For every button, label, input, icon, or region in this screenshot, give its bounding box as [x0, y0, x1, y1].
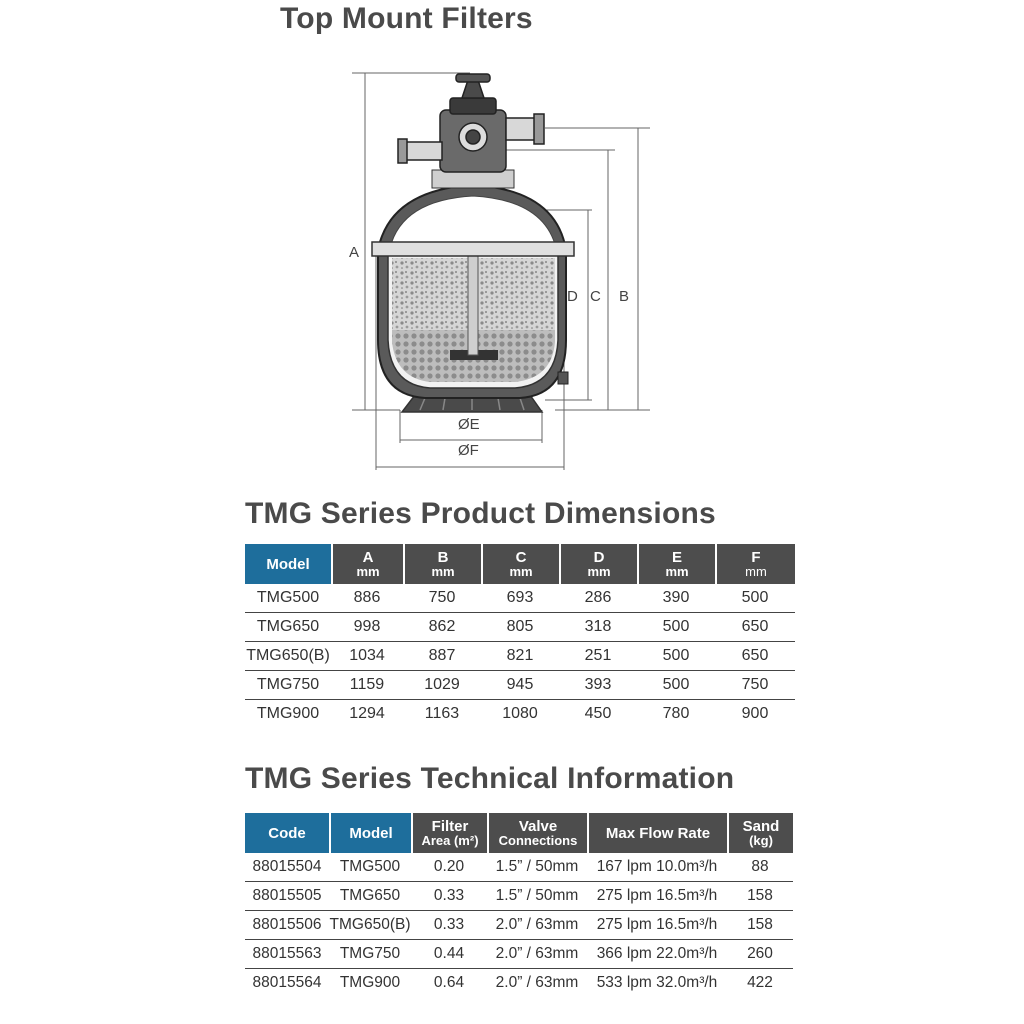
- cell-a: 1159: [331, 671, 403, 700]
- cell-d: 318: [559, 613, 637, 642]
- cell-f: 650: [715, 642, 795, 671]
- cell-sand: 422: [747, 974, 773, 991]
- cell-code: 88015504: [245, 853, 329, 882]
- dim-header-f: F mm: [715, 544, 795, 584]
- dim-header-c: C mm: [481, 544, 559, 584]
- cell-filter-area: 0.64: [433, 974, 465, 991]
- cell-a: 1294: [349, 705, 385, 722]
- cell-model: TMG650: [245, 613, 331, 642]
- dimension-label-e: ØE: [458, 416, 480, 433]
- cell-valve-connections: 2.0” / 63mm: [487, 940, 587, 969]
- tech-header-max-flow-rate: Max Flow Rate: [587, 813, 727, 853]
- dimensions-table: [245, 544, 795, 728]
- dimensions-header-row: [245, 544, 795, 584]
- cell-max-flow-rate: 366 lpm 22.0m³/h: [587, 940, 727, 969]
- cell-code: 88015506: [245, 911, 329, 940]
- cell-c: 945: [481, 671, 559, 700]
- table-row: [245, 642, 795, 671]
- tech-header-model: Model: [329, 813, 411, 853]
- technical-title: TMG Series Technical Information: [245, 762, 735, 795]
- table-row: [245, 940, 793, 969]
- cell-d: 251: [559, 642, 637, 671]
- cell-model: TMG900: [256, 705, 320, 722]
- table-row: [245, 613, 795, 642]
- cell-e: 390: [637, 584, 715, 613]
- cell-b: 1029: [403, 671, 481, 700]
- cell-filter-area: 0.20: [411, 853, 487, 882]
- filter-diagram: [330, 60, 700, 480]
- cell-sand: 88: [727, 853, 793, 882]
- cell-d: 286: [559, 584, 637, 613]
- cell-e: 780: [662, 705, 690, 722]
- table-row: [245, 969, 793, 997]
- tech-header-valve-connections: Valve Connections: [487, 813, 587, 853]
- cell-model: TMG750: [329, 940, 411, 969]
- technical-table: [245, 813, 793, 997]
- cell-filter-area: 0.33: [411, 911, 487, 940]
- cell-sand: 260: [727, 940, 793, 969]
- dim-header-model: Model: [245, 544, 331, 584]
- dim-header-a: A mm: [331, 544, 403, 584]
- dimension-label-f: ØF: [458, 442, 479, 459]
- cell-model: TMG650(B): [245, 642, 331, 671]
- filter-dome: [372, 170, 574, 256]
- cell-c: 821: [481, 642, 559, 671]
- cell-code: 88015563: [245, 940, 329, 969]
- dimension-label-c: C: [590, 288, 601, 305]
- cell-model: TMG750: [245, 671, 331, 700]
- cell-sand: 158: [727, 911, 793, 940]
- cell-model: TMG650: [329, 882, 411, 911]
- cell-a: 886: [331, 584, 403, 613]
- cell-f: 500: [715, 584, 795, 613]
- tech-header-sand: Sand (kg): [727, 813, 793, 853]
- cell-model: TMG650(B): [329, 911, 411, 940]
- cell-b: 862: [403, 613, 481, 642]
- cell-model: TMG500: [329, 853, 411, 882]
- cell-max-flow-rate: 533 lpm 32.0m³/h: [596, 974, 718, 991]
- cell-code: 88015564: [252, 974, 322, 991]
- cell-valve-connections: 1.5” / 50mm: [487, 882, 587, 911]
- cell-f: 900: [741, 705, 769, 722]
- cell-b: 1163: [424, 705, 460, 722]
- table-row: [245, 671, 795, 700]
- dim-header-d: D mm: [559, 544, 637, 584]
- cell-filter-area: 0.33: [411, 882, 487, 911]
- cell-valve-connections: 2.0” / 63mm: [495, 974, 579, 991]
- cell-code: 88015505: [245, 882, 329, 911]
- tech-header-code: Code: [245, 813, 329, 853]
- cell-max-flow-rate: 167 lpm 10.0m³/h: [587, 853, 727, 882]
- cell-d: 393: [559, 671, 637, 700]
- cell-sand: 158: [727, 882, 793, 911]
- cell-e: 500: [637, 613, 715, 642]
- table-row: [245, 584, 795, 613]
- cell-c: 693: [481, 584, 559, 613]
- cell-model: TMG900: [339, 974, 401, 991]
- cell-valve-connections: 2.0” / 63mm: [487, 911, 587, 940]
- technical-header-row: [245, 813, 793, 853]
- dimensions-title: TMG Series Product Dimensions: [245, 497, 716, 530]
- cell-filter-area: 0.44: [411, 940, 487, 969]
- table-row: [245, 700, 795, 728]
- dimension-label-b: B: [619, 288, 630, 305]
- dimension-label-a: A: [349, 244, 360, 261]
- cell-f: 750: [715, 671, 795, 700]
- page-title: Top Mount Filters: [280, 2, 533, 35]
- cell-valve-connections: 1.5” / 50mm: [487, 853, 587, 882]
- cell-model: TMG500: [245, 584, 331, 613]
- cell-max-flow-rate: 275 lpm 16.5m³/h: [587, 911, 727, 940]
- table-row: [245, 911, 793, 940]
- dimension-label-d: D: [567, 288, 578, 305]
- cell-a: 998: [331, 613, 403, 642]
- multiport-valve: [398, 74, 544, 172]
- tech-header-filter-area: Filter Area (m²): [411, 813, 487, 853]
- table-row: [245, 853, 793, 882]
- cell-b: 887: [403, 642, 481, 671]
- table-row: [245, 882, 793, 911]
- cell-c: 805: [481, 613, 559, 642]
- dim-header-e: E mm: [637, 544, 715, 584]
- cell-d: 450: [584, 705, 612, 722]
- cell-max-flow-rate: 275 lpm 16.5m³/h: [587, 882, 727, 911]
- cell-c: 1080: [502, 705, 538, 722]
- cell-e: 500: [637, 671, 715, 700]
- cell-e: 500: [637, 642, 715, 671]
- cell-b: 750: [403, 584, 481, 613]
- cell-f: 650: [715, 613, 795, 642]
- dim-header-b: B mm: [403, 544, 481, 584]
- cell-a: 1034: [331, 642, 403, 671]
